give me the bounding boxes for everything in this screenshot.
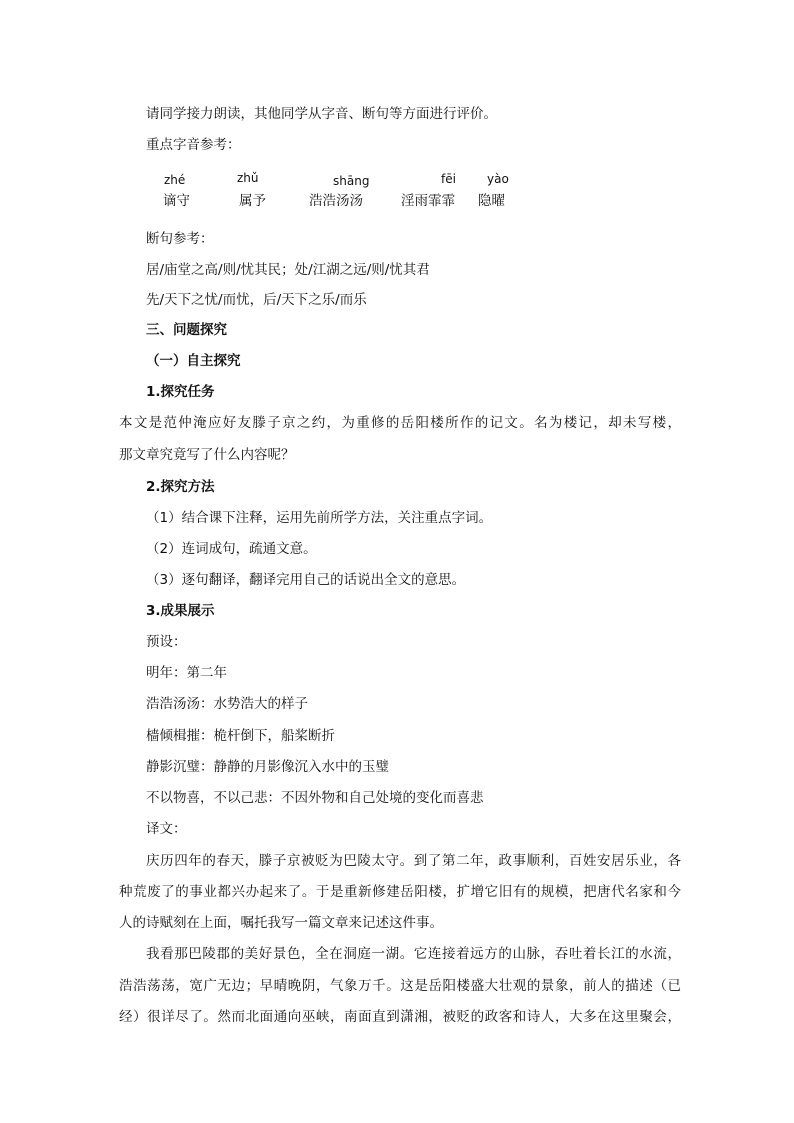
translation-paragraph-line: 经）很详尽了。然而北面通向巫峡，南面直到潇湘，被贬的政客和诗人，大多在这里聚会，: [119, 1009, 681, 1025]
word: 属予: [239, 193, 266, 209]
word: 隐曜: [478, 193, 505, 209]
result-heading: 3.成果展示: [146, 603, 215, 619]
method-item: （3）逐句翻译，翻译完用自己的话说出全文的意思。: [146, 572, 466, 588]
method-heading: 2.探究方法: [146, 479, 215, 495]
word: 淫雨霏霏: [401, 193, 455, 209]
section-heading: 三、问题探究: [146, 322, 227, 338]
pause-line: 居/庙堂之高/则/忧其民；处/江湖之远/则/忧其君: [146, 262, 430, 278]
task-paragraph-line: 那文章究竟写了什么内容呢？: [119, 447, 295, 463]
task-paragraph-line: 本文是范仲淹应好友滕子京之约，为重修的岳阳楼所作的记文。名为楼记，却未写楼，: [119, 415, 681, 431]
translation-label: 译文：: [146, 821, 187, 837]
pinyin: zhé: [164, 173, 186, 187]
vocab-note: 静影沉璧：静静的月影像沉入水中的玉璧: [146, 759, 389, 775]
vocab-note: 不以物喜，不以己悲：不因外物和自己处境的变化而喜悲: [146, 790, 484, 806]
translation-paragraph-line: 我看那巴陵郡的美好景色，全在洞庭一湖。它连接着远方的山脉，吞吐着长江的水流，: [146, 946, 681, 962]
task-heading: 1.探究任务: [146, 384, 215, 400]
pronunciation-heading: 重点字音参考：: [146, 137, 241, 153]
translation-paragraph-line: 种荒废了的事业都兴办起来了。于是重新修建岳阳楼，扩增它旧有的规模，把唐代名家和今: [119, 884, 681, 900]
vocab-note: 浩浩汤汤：水势浩大的样子: [146, 696, 308, 712]
pinyin: yào: [487, 172, 509, 186]
translation-paragraph-line: 人的诗赋刻在上面，嘱托我写一篇文章来记述这件事。: [119, 915, 443, 931]
translation-paragraph-line: 浩浩荡荡，宽广无边；早晴晚阴，气象万千。这是岳阳楼盛大壮观的景象，前人的描述（已: [119, 978, 681, 994]
method-item: （1）结合课下注释，运用先前所学方法，关注重点字词。: [146, 510, 493, 526]
word: 浩浩汤汤: [309, 193, 363, 209]
pause-line: 先/天下之忧/而忧，后/天下之乐/而乐: [146, 292, 367, 308]
intro-text: 请同学接力朗读，其他同学从字音、断句等方面进行评价。: [146, 106, 497, 122]
vocab-note: 樯倾楫摧：桅杆倒下，船桨断折: [146, 728, 335, 744]
vocab-note: 明年：第二年: [146, 665, 227, 681]
method-item: （2）连词成句，疏通文意。: [146, 541, 317, 557]
pinyin: shāng: [333, 174, 370, 188]
pinyin: fēi: [441, 172, 456, 186]
pinyin: zhǔ: [237, 171, 259, 185]
word: 谪守: [163, 193, 190, 209]
translation-paragraph-line: 庆历四年的春天，滕子京被贬为巴陵太守。到了第二年，政事顺利，百姓安居乐业，各: [146, 853, 681, 869]
subsection-heading: （一）自主探究: [146, 353, 241, 369]
pause-heading: 断句参考：: [146, 231, 214, 247]
preset-label: 预设：: [146, 634, 187, 650]
